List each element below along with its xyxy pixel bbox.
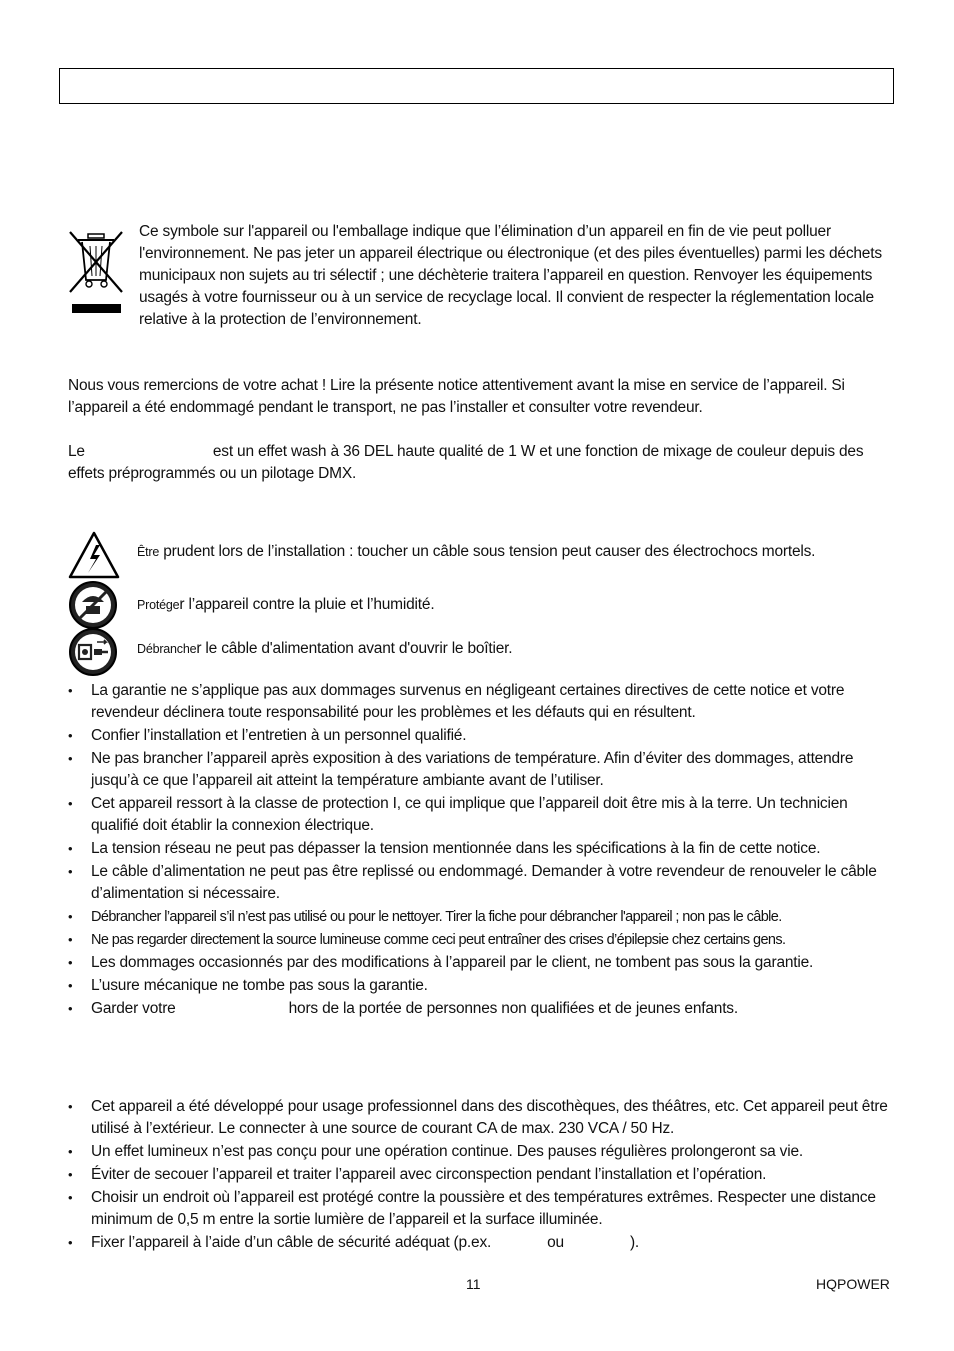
list-item: • Choisir un endroit où l’appareil est protégé contre la poussière et des températures extrêmes. Respecter une distance minimum de 0,5 m entre la sortie lumière de l’appareil et la surface illuminée. bbox=[68, 1187, 898, 1231]
fix-cable-prefix: Fixer l’appareil à l’aide d’un câble de sécurité adéquat (p.ex. bbox=[91, 1234, 492, 1251]
page-number: 11 bbox=[466, 1276, 481, 1292]
warning-unplug-text bbox=[137, 638, 897, 660]
warning-unplug-body: r le câble d'alimentation avant d'ouvrir le boîtier. bbox=[196, 640, 513, 657]
list-item: • Cet appareil ressort à la classe de protection I, ce qui implique que l’appareil doit être mis à la terre. Un technicien qualifié doit établir la connexion électrique. bbox=[68, 793, 898, 837]
list-item: • La tension réseau ne peut pas dépasser la tension mentionnée dans les spécifications à la fin de cette notice. bbox=[68, 838, 898, 860]
fix-cable-or: ou bbox=[547, 1234, 564, 1251]
list-item: • L’usure mécanique ne tombe pas sous la garantie. bbox=[68, 975, 898, 997]
list-item: • Confier l’installation et l’entretien à un personnel qualifié. bbox=[68, 725, 898, 747]
usage-list bbox=[68, 1096, 898, 1255]
weee-text: Ce symbole sur l'appareil ou l'emballage indique que l’élimination d’un appareil en fin de vie peut polluer l'environnement. Ne pas jeter un appareil électrique ou électronique (et des piles éventuelles) parmi les déchets municipaux non sujets au tri sélectif ; une déchèterie traitera l’appareil en question. Renvoyer les équipements usagés à votre fournisseur ou à un service de recyclage local. Il convient de respecter la réglementation locale relative à la protection de l’environnement. bbox=[139, 223, 882, 328]
safety-list bbox=[68, 680, 898, 1021]
fix-cable-end: ). bbox=[629, 1234, 640, 1251]
list-item: • Débrancher l’appareil s’il n’est pas utilisé ou pour le nettoyer. Tirer la fiche pour débrancher l'appareil ; non pas le câble. bbox=[68, 906, 898, 928]
list-item: • La garantie ne s’applique pas aux dommages survenus en négligeant certaines directives de cette notice et votre revendeur déclinera toute responsabilité pour les problèmes et les défauts qui en résultent. bbox=[68, 680, 898, 724]
warning-rain-body: r l’appareil contre la pluie et l’humidité. bbox=[179, 596, 435, 613]
warning-rain-lead: Protége bbox=[137, 598, 180, 612]
list-item: • Ne pas regarder directement la source lumineuse comme ceci peut entraîner des crises d’épilepsie chez certains gens. bbox=[68, 929, 898, 951]
warning-unplug-lead: Débranche bbox=[137, 642, 197, 656]
section-title-box bbox=[59, 68, 894, 104]
list-item: • Ne pas brancher l’appareil après exposition à des variations de température. Afin d’éviter des dommages, attendre jusqu’à ce que l’appareil ait atteint la température ambiante avant de l’utiliser. bbox=[68, 748, 898, 792]
warning-shock-text bbox=[137, 541, 897, 563]
warning-rain-text bbox=[137, 594, 897, 616]
list-item: • Les dommages occasionnés par des modifications à l’appareil par le client, ne tombent pas sous la garantie. bbox=[68, 952, 898, 974]
unplug-before-opening-icon bbox=[68, 627, 118, 677]
keep-away-prefix: Garder votre bbox=[91, 1000, 176, 1017]
weee-bin-icon bbox=[68, 230, 124, 314]
product-description: est un effet wash à 36 DEL haute qualité de 1 W et une fonction de mixage de couleur depuis des effets préprogrammés ou un pilotage DMX. bbox=[68, 443, 864, 482]
protect-from-rain-icon bbox=[68, 580, 118, 630]
list-item bbox=[68, 1232, 898, 1254]
list-item: • Un effet lumineux n’est pas conçu pour une opération continue. Des pauses régulières prolongeront sa vie. bbox=[68, 1141, 898, 1163]
list-item: • Le câble d’alimentation ne peut pas être replissé ou endommagé. Demander à votre revendeur de renouveler le câble d’alimentation si nécessaire. bbox=[68, 861, 898, 905]
list-item: • Cet appareil a été développé pour usage professionnel dans des discothèques, des théâtres, etc. Cet appareil peut être utilisé à l’extérieur. Le connecter à une source de courant CA de max. 230 VCA / 50 Hz. bbox=[68, 1096, 898, 1140]
list-item: • Éviter de secouer l’appareil et traiter l’appareil avec circonspection pendant l’installation et l’opération. bbox=[68, 1164, 898, 1186]
brand-footer: HQPOWER bbox=[816, 1276, 890, 1292]
product-prefix: Le bbox=[68, 443, 85, 460]
intro-thanks: Nous vous remercions de votre achat ! Lire la présente notice attentivement avant la mise en service de l’appareil. Si l’appareil a été endommagé pendant le transport, ne pas l’installer et consulter votre revendeur. bbox=[68, 377, 845, 416]
electric-shock-warning-icon bbox=[68, 531, 120, 579]
warning-shock-body: prudent lors de l’installation : toucher un câble sous tension peut causer des électrochocs mortels. bbox=[159, 543, 816, 560]
list-item bbox=[68, 998, 898, 1020]
keep-away-suffix: hors de la portée de personnes non qualifiées et de jeunes enfants. bbox=[288, 1000, 738, 1017]
intro-product bbox=[68, 441, 893, 485]
warning-shock-lead: Être bbox=[137, 545, 160, 559]
